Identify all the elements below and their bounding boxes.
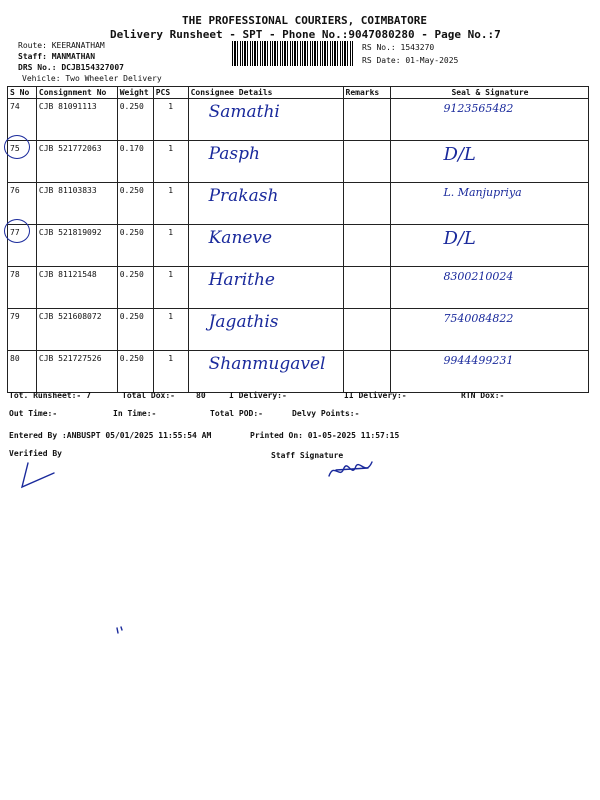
handwritten-signature: D/L xyxy=(443,228,476,249)
circle-mark xyxy=(4,135,30,159)
table-header-row xyxy=(8,87,589,99)
handwritten-signature: 7540084822 xyxy=(443,312,514,325)
rs-number: RS No.: 1543270 xyxy=(362,43,435,52)
cell-weight: 0.170 xyxy=(117,141,153,183)
verified-tick-mark xyxy=(18,455,58,495)
table-row xyxy=(8,141,589,183)
cell-signature xyxy=(391,183,589,225)
cell-weight: 0.250 xyxy=(117,225,153,267)
cell-sno: 76 xyxy=(8,183,37,225)
cell-remarks xyxy=(343,225,391,267)
cell-signature xyxy=(391,351,589,393)
cell-weight: 0.250 xyxy=(117,351,153,393)
cell-consignment: CJB 521608072 xyxy=(36,309,117,351)
cell-sno: 79 xyxy=(8,309,37,351)
col-pcs: PCS xyxy=(153,87,188,99)
cell-pcs: 1 xyxy=(153,183,188,225)
cell-consignee xyxy=(188,351,343,393)
cell-signature xyxy=(391,99,589,141)
cell-consignee xyxy=(188,183,343,225)
cell-sno: 77 xyxy=(8,225,37,267)
handwritten-signature: D/L xyxy=(443,144,476,165)
handwritten-signature: 9123565482 xyxy=(443,102,514,115)
cell-consignment: CJB 81091113 xyxy=(36,99,117,141)
cell-signature xyxy=(391,267,589,309)
handwritten-consignee: Harithe xyxy=(208,270,275,290)
cell-weight: 0.250 xyxy=(117,267,153,309)
cell-consignment: CJB 521727526 xyxy=(36,351,117,393)
col-consignment: Consignment No xyxy=(36,87,117,99)
cell-pcs: 1 xyxy=(153,141,188,183)
total-pod: Total POD:- xyxy=(210,409,263,418)
out-time: Out Time:- xyxy=(9,409,58,418)
staff-signature-label: Staff Signature xyxy=(271,451,344,460)
rs-date: RS Date: 01-May-2025 xyxy=(362,56,459,65)
cell-sno: 75 xyxy=(8,141,37,183)
col-weight: Weight xyxy=(117,87,153,99)
cell-pcs: 1 xyxy=(153,267,188,309)
cell-weight: 0.250 xyxy=(117,183,153,225)
cell-consignment: CJB 81121548 xyxy=(36,267,117,309)
table-row xyxy=(8,309,589,351)
cell-pcs: 1 xyxy=(153,99,188,141)
col-consignee: Consignee Details xyxy=(188,87,343,99)
cell-consignee xyxy=(188,225,343,267)
table-row xyxy=(8,99,589,141)
table-row xyxy=(8,351,589,393)
cell-weight: 0.250 xyxy=(117,99,153,141)
handwritten-signature: 8300210024 xyxy=(443,270,514,283)
cell-consignee xyxy=(188,267,343,309)
cell-pcs: 1 xyxy=(153,225,188,267)
total-dox-label: Total Dox:- xyxy=(122,391,175,400)
col-signature: Seal & Signature xyxy=(391,87,589,99)
cell-remarks xyxy=(343,99,391,141)
cell-consignment: CJB 521772063 xyxy=(36,141,117,183)
route-label: Route: KEERANATHAM xyxy=(18,41,105,50)
cell-pcs: 1 xyxy=(153,309,188,351)
cell-consignee xyxy=(188,309,343,351)
runsheet-table xyxy=(7,86,589,393)
handwritten-consignee: Samathi xyxy=(208,102,280,122)
col-sno: S No xyxy=(8,87,37,99)
cell-pcs: 1 xyxy=(153,351,188,393)
handwritten-consignee: Kaneve xyxy=(208,228,273,248)
cell-signature xyxy=(391,141,589,183)
cell-consignee xyxy=(188,141,343,183)
cell-consignment: CJB 521819092 xyxy=(36,225,117,267)
vehicle-label: Vehicle: Two Wheeler Delivery xyxy=(22,74,162,83)
cell-sno: 74 xyxy=(8,99,37,141)
stray-ink-mark xyxy=(115,625,125,635)
cell-remarks xyxy=(343,351,391,393)
printed-on: Printed On: 01-05-2025 11:57:15 xyxy=(250,431,400,440)
cell-remarks xyxy=(343,183,391,225)
cell-sno: 78 xyxy=(8,267,37,309)
handwritten-consignee: Pasph xyxy=(208,144,260,164)
cell-remarks xyxy=(343,267,391,309)
handwritten-signature: 9944499231 xyxy=(443,354,514,367)
in-time: In Time:- xyxy=(113,409,157,418)
cell-consignee xyxy=(188,99,343,141)
delvy-points: Delvy Points:- xyxy=(292,409,360,418)
handwritten-consignee: Shanmugavel xyxy=(208,354,326,374)
i-delivery: I Delivery:- xyxy=(229,391,287,400)
handwritten-signature: L. Manjupriya xyxy=(443,186,522,199)
table-row xyxy=(8,267,589,309)
runsheet-subtitle: Delivery Runsheet - SPT - Phone No.:9047080280 - Page No.:7 xyxy=(110,28,501,41)
staff-signature-scribble xyxy=(326,456,376,484)
table-row xyxy=(8,183,589,225)
cell-signature xyxy=(391,309,589,351)
rtn-dox: RTN Dox:- xyxy=(461,391,505,400)
handwritten-consignee: Prakash xyxy=(208,186,279,206)
table-row xyxy=(8,225,589,267)
staff-label: Staff: MANMATHAN xyxy=(18,52,96,61)
tot-runsheet: Tot. Runsheet:- 7 xyxy=(9,391,91,400)
cell-consignment: CJB 81103833 xyxy=(36,183,117,225)
handwritten-consignee: Jagathis xyxy=(208,312,279,332)
cell-remarks xyxy=(343,309,391,351)
col-remarks: Remarks xyxy=(343,87,391,99)
verified-by: Verified By xyxy=(9,449,62,458)
entered-by: Entered By :ANBUSPT 05/01/2025 11:55:54 AM xyxy=(9,431,212,440)
cell-signature xyxy=(391,225,589,267)
cell-weight: 0.250 xyxy=(117,309,153,351)
ii-delivery: II Delivery:- xyxy=(344,391,407,400)
drs-number: DRS No.: DCJB154327007 xyxy=(18,63,124,72)
cell-sno: 80 xyxy=(8,351,37,393)
total-dox-value: 80 xyxy=(196,391,206,400)
company-title: THE PROFESSIONAL COURIERS, COIMBATORE xyxy=(182,14,428,27)
cell-remarks xyxy=(343,141,391,183)
barcode xyxy=(232,41,354,66)
circle-mark xyxy=(4,219,30,243)
